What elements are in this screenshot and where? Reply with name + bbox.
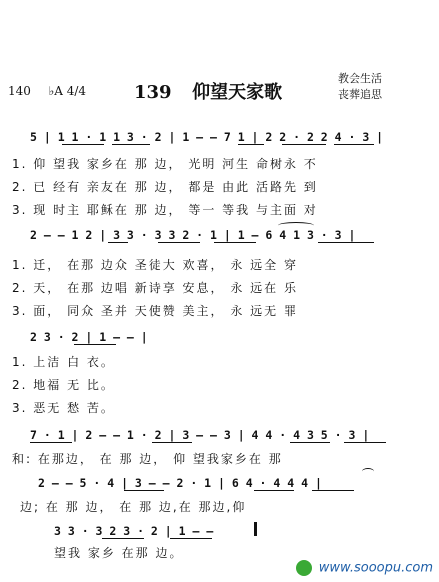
watermark-text: www.sooopu.com: [318, 560, 433, 576]
lyric-line-1-verse-2: 2. 已 经有 亲友在 那 边， 都是 由此 活路先 到: [12, 180, 318, 194]
lyric-line-1-verse-1: 1. 仰 望我 家乡在 那 边， 光明 河生 命树永 不: [12, 157, 318, 171]
notation-line-4: 7 · 1 | 2 — — 1 · 2 | 3 — — 3 | 4 4 · 4 3 5 · 3 |: [30, 428, 370, 442]
lyric-line-2-verse-2: 2. 天， 在那 边唱 新诗享 安息， 永 远在 乐: [12, 281, 298, 295]
notation-line-6: 3 3 · 3 2 3 · 2 | 1 — —: [54, 524, 214, 538]
notation-line-1: 5 | 1 1 · 1 1 3 · 2 | 1 — — 7 1 | 2 2 · 2 2 4 · 3 |: [30, 130, 384, 144]
lyric-line-3-verse-1: 1. 上洁 白 衣。: [12, 355, 115, 369]
notation-line-2: 2 — — 1 2 | 3 3 · 3 3 2 · 1 | 1 — 6 4 1 3 · 3 |: [30, 228, 356, 242]
watermark: [296, 560, 433, 576]
notation-line-3: 2 3 · 2 | 1 — — |: [30, 330, 148, 344]
final-barline: [254, 522, 257, 536]
category-secondary: 丧葬追思: [338, 88, 382, 101]
key-signature: ♭A: [48, 84, 63, 98]
lyric-line-2-verse-1: 1. 迁， 在那 边众 圣徒大 欢喜， 永 远全 穿: [12, 258, 298, 272]
lyric-line-6-chorus: 望我 家乡 在那 边。: [54, 546, 184, 560]
lyric-line-3-verse-2: 2. 地福 无 比。: [12, 378, 115, 392]
lyric-line-1-verse-3: 3. 现 时主 耶稣在 那 边， 等一 等我 与主面 对: [12, 203, 318, 217]
lyric-line-5-chorus: 边; 在 那 边， 在 那 边,在 那边,仰: [20, 500, 247, 514]
song-number: 139: [134, 82, 172, 103]
page-header-left: [8, 84, 86, 98]
leaf-logo-icon: [296, 560, 312, 576]
song-title-line: [134, 78, 282, 104]
lyric-line-3-verse-3: 3. 恶无 愁 苦。: [12, 401, 115, 415]
lyric-line-2-verse-3: 3. 面， 同众 圣并 天使赞 美主， 永 远无 罪: [12, 304, 298, 318]
category-primary: 教会生活: [338, 72, 382, 85]
song-title: 仰望天家歌: [192, 82, 283, 103]
time-signature: 4/4: [66, 84, 87, 98]
lyric-line-4-chorus: 和: 在那边， 在 那 边， 仰 望我家乡在 那: [12, 452, 283, 466]
notation-line-5: 2 — — 5 · 4 | 3 — — 2 · 1 | 6 4 · 4 4 4 |: [38, 476, 322, 490]
page-number: 140: [8, 84, 31, 98]
